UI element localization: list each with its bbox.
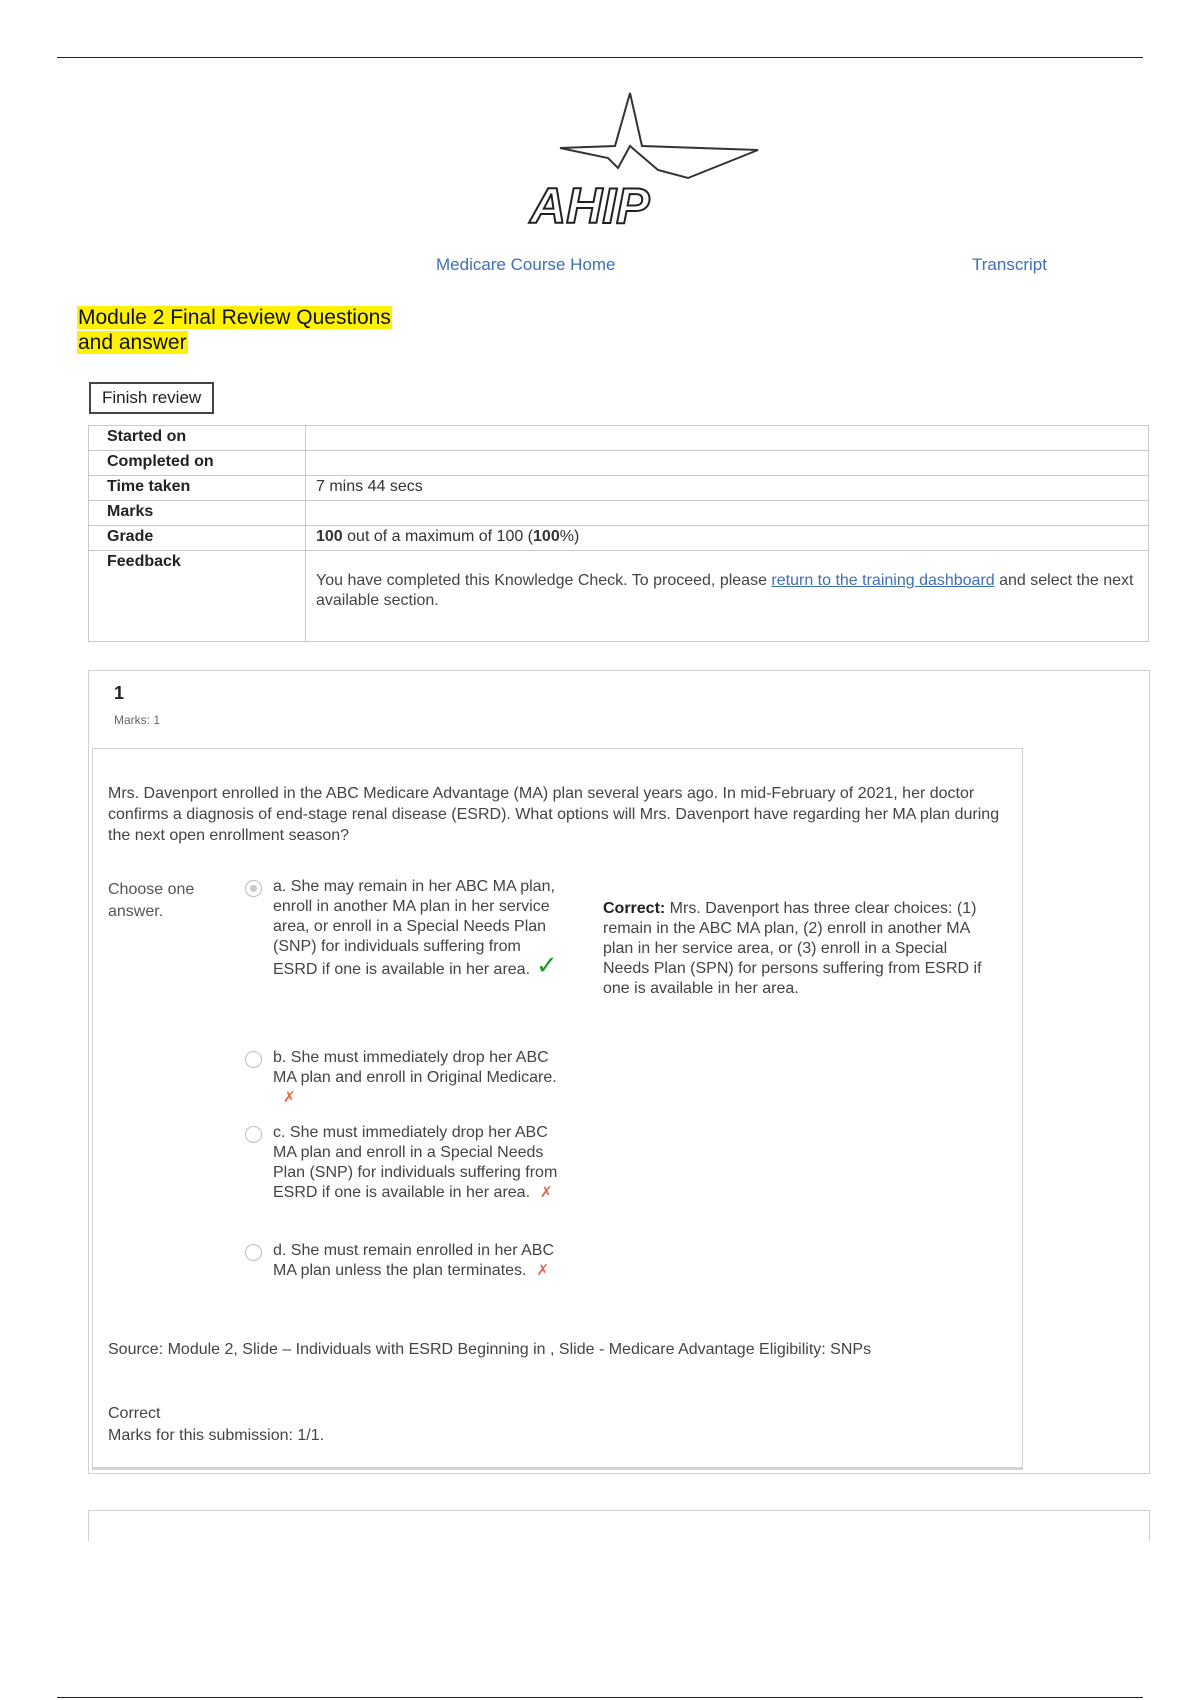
result-status: Correct <box>108 1405 161 1422</box>
grade-value <box>306 526 1149 551</box>
next-question-card <box>88 1510 1150 1541</box>
question-source: Source: Module 2, Slide – Individuals with ESRD Beginning in , Slide - Medicare Advantage Eligibility: SNPs <box>108 1341 872 1358</box>
grade-score: 100 <box>316 528 343 545</box>
answer-feedback-bold: Correct: <box>603 900 666 917</box>
feedback-before: You have completed this Knowledge Check. To proceed, please <box>316 572 772 589</box>
ahip-logo <box>520 88 770 233</box>
page-title-line-1: Module 2 Final Review Questions <box>78 306 391 329</box>
transcript-link[interactable]: Transcript <box>972 255 1047 274</box>
radio-b[interactable] <box>245 1051 262 1068</box>
summary-row-grade <box>89 526 1149 551</box>
attempt-summary-table <box>88 425 1149 642</box>
grade-percent: 100 <box>533 528 560 545</box>
started-value <box>306 426 1149 451</box>
top-rule <box>57 57 1143 58</box>
question-marks: Marks: 1 <box>114 713 161 727</box>
time-taken-value: 7 mins 44 secs <box>306 476 1149 501</box>
medicare-course-home-link[interactable]: Medicare Course Home <box>436 255 616 274</box>
page-title-line-2: and answer <box>78 331 187 354</box>
grade-end: %) <box>559 528 580 545</box>
question-result <box>108 1403 324 1447</box>
question-card <box>88 670 1150 1474</box>
training-dashboard-link[interactable]: return to the training dashboard <box>771 572 995 589</box>
bottom-rule <box>57 1697 1143 1698</box>
completed-value <box>306 451 1149 476</box>
completed-label: Completed on <box>89 451 306 476</box>
answer-feedback-text: Mrs. Davenport has three clear choices: (1) remain in the ABC MA plan, (2) enroll in another MA plan in her service area, or (3) enroll in a Special Needs Plan (SPN) for persons suffering from ESRD if one is available in her area. <box>603 900 982 997</box>
radio-a[interactable] <box>245 880 262 897</box>
feedback-label: Feedback <box>89 551 306 642</box>
cross-icon: ✗ <box>283 1089 296 1106</box>
question-number: 1 <box>114 683 125 703</box>
answer-option-c-text: c. She must immediately drop her ABC MA plan and enroll in a Special Needs Plan (SNP) for individuals suffering from ESRD if one is available in her area. <box>273 1124 558 1201</box>
marks-label: Marks <box>89 501 306 526</box>
page-title <box>77 305 392 355</box>
grade-mid: out of a maximum of 100 ( <box>342 528 534 545</box>
cross-icon: ✗ <box>536 1262 550 1279</box>
grade-label: Grade <box>89 526 306 551</box>
feedback-text <box>316 571 1138 611</box>
marks-value <box>306 501 1149 526</box>
answer-option-a-text: a. She may remain in her ABC MA plan, enroll in another MA plan in her service area, or enroll in a Special Needs Plan (SNP) for individuals suffering from ESRD if one is available in her area. <box>273 878 555 978</box>
time-taken-label: Time taken <box>89 476 306 501</box>
summary-row-feedback <box>89 551 1149 642</box>
summary-row-completed <box>89 451 1149 476</box>
question-content <box>92 748 1023 1470</box>
ahip-logo-text: AHIP <box>530 178 650 233</box>
radio-c[interactable] <box>245 1126 262 1143</box>
summary-row-marks <box>89 501 1149 526</box>
question-text: Mrs. Davenport enrolled in the ABC Medicare Advantage (MA) plan several years ago. In mid-February of 2021, her doctor confirms a diagnosis of end-stage renal disease (ESRD). What options will Mrs. Davenport have regarding her MA plan during the next open enrollment season? <box>108 785 1000 844</box>
choose-one-label: Choose one answer. <box>108 881 195 920</box>
answer-option-b-text: b. She must immediately drop her ABC MA plan and enroll in Original Medicare. <box>273 1049 557 1086</box>
answer-feedback <box>603 899 988 999</box>
checkmark-icon: ✓ <box>536 950 558 980</box>
answer-option-d-text: d. She must remain enrolled in her ABC MA plan unless the plan terminates. <box>273 1242 555 1279</box>
summary-row-started <box>89 426 1149 451</box>
cross-icon: ✗ <box>540 1184 553 1201</box>
submission-marks: Marks for this submission: 1/1. <box>108 1427 325 1444</box>
answer-option-d[interactable] <box>245 1241 565 1281</box>
summary-row-time <box>89 476 1149 501</box>
feedback-after: and select the next available section. <box>316 572 1134 609</box>
radio-d[interactable] <box>245 1244 262 1261</box>
finish-review-button[interactable]: Finish review <box>89 382 214 414</box>
answer-option-a[interactable] <box>245 877 565 980</box>
answer-option-b[interactable] <box>245 1048 565 1108</box>
answer-option-c[interactable] <box>245 1123 565 1203</box>
started-label: Started on <box>89 426 306 451</box>
feedback-value <box>306 551 1149 642</box>
